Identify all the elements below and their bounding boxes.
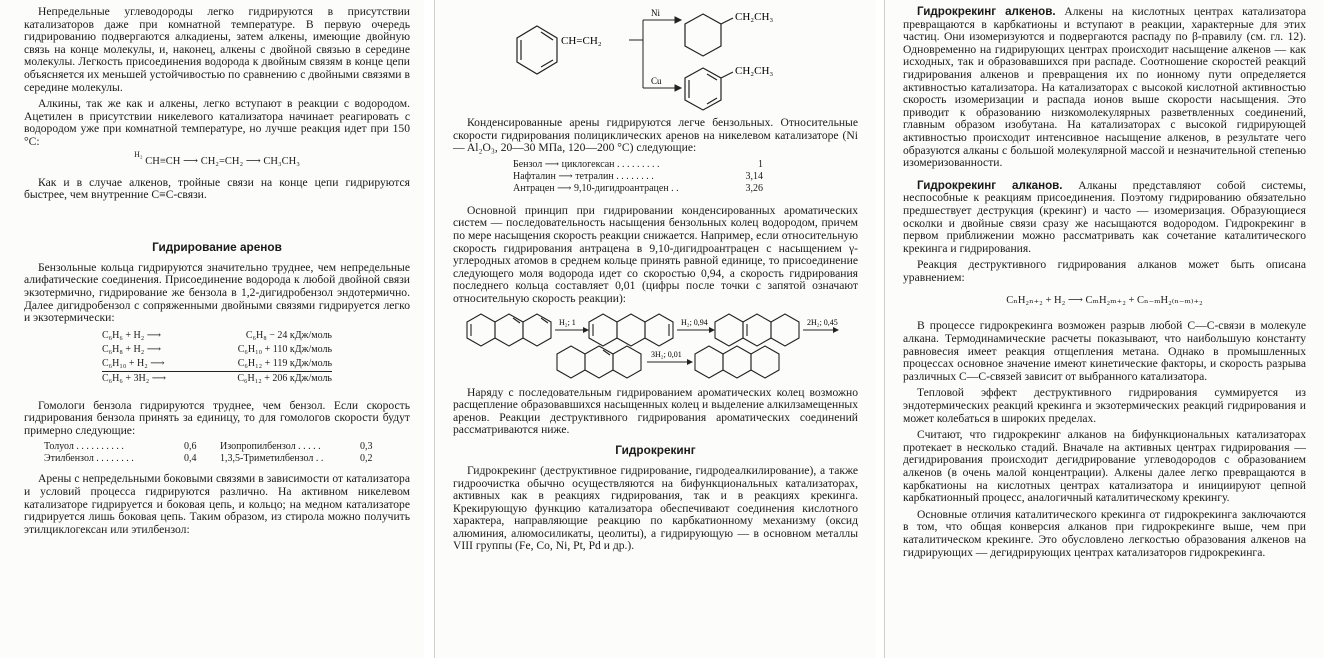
styrene-hydrogenation-scheme — [453, 4, 859, 112]
section-heading: Гидрокрекинг — [615, 442, 696, 457]
run-in-heading: Гидрокрекинг алкенов. — [917, 5, 1056, 18]
perhydroanthracene-structure — [695, 346, 779, 378]
paragraph: Конденсированные арены гидрируются легче бензольных. Относительные скорости гидрирования полициклических аренов на никелевом катализаторе (Ni — Al₂O₃, 20—30 МПа, 120—200 °С) следующие: — [453, 116, 858, 155]
paragraph: Тепловой эффект деструктивного гидрирования суммируется из эндотермических реакций крекинга и экзотермических реакций гидрирования и может колебаться в широких пределах. — [903, 386, 1306, 425]
paragraph: Основной принцип при гидрировании конденсированных ароматических систем — последовательность насыщения бензольных колец водородом, причем по мере насыщения скорость реакции снижается. Например, если относительную скорость гидрирования антрацена в 9,10-дигидроантрацен с насыщением γ-углеродных атомов в среднем кольце принять равной единице, то присоединение следующего моля водорода идет со скоростью 0,94, а скорость гидрирования последнего кольца составляет 0,01 (цифры после точки с запятой означают относительную скорость реакции): — [453, 203, 858, 305]
paragraph: В процессе гидрокрекинга возможен разрыв любой C—C-связи в молекуле алкана. Термодинамические расчеты показывают, что наибольшую константу равновесия имеет реакция отщепления метана. Однако в промышленных процессах основное значение имеют кинетические факторы, и скорость разрыва различных C—C-связей зависит от выбранного катализатора. — [903, 319, 1306, 383]
thermochemistry-table — [102, 329, 332, 386]
paragraph: Гомологи бензола гидрируются труднее, чем бензол. Если скорость гидрирования бензола принять за единицу, то для гомологов скорости будут примерно следующие: — [24, 398, 410, 437]
vinyl-group-label: CH=CH₂ — [561, 35, 602, 47]
copper-catalyst-label: Cu — [651, 76, 662, 86]
benzene-ring-ethylbenzene — [685, 68, 733, 110]
thermo-row-total: C₆H₆ + 3H₂ ⟶ C₆H₁₂ + 206 кДж/моль — [102, 372, 332, 384]
paragraph: Реакция деструктивного гидрирования алканов может быть описана уравнением: — [903, 258, 1306, 284]
reagent-label: H₂ — [134, 149, 143, 159]
acetylene-equation — [24, 149, 410, 167]
paragraph: Гидрокрекинг алканов. Алканы представляют собой системы, неспособные к реакциям присоединения. Поэтому гидрированию обязательно предшествует деструкция (крекинг) и часто — изомеризация. Образующиеся осколки и двойные связи сразу же насыщаются водородом. Гидрокрекинг в первом приближении можно рассматривать как сочетание каталитического крекинга и гидрирования. — [903, 178, 1306, 255]
relative-rates-list: Толуол . . . . . . . . . . 0,6 Изопропилбензол . . . . . 0,3 Этилбензол . . . . . . . . 0,4 1,3,5-Триметилбензол . . 0,2 — [44, 441, 373, 465]
tetrahydroanthracene-structure — [715, 314, 799, 346]
ethyl-group-label: CH₂CH₃ — [735, 65, 774, 77]
run-in-heading: Гидрокрекинг алканов. — [917, 178, 1063, 192]
paragraph: Наряду с последовательным гидрированием ароматических колец возможно расщепление образовавшихся насыщенных колец и выделение алкилзамещенных аренов. Реакции деструктивного гидрирования ароматических соединений рассматриваются ниже. — [453, 385, 858, 437]
paragraph: Арены с непредельными боковыми связями в зависимости от катализатора и условий процесса гидрируются различно. На активном никелевом катализаторе гидрируется и боковая цепь, и кольцо; на медном катализаторе гидрируется лишь боковая цепь. Таким образом, из стирола можно получить этилциклогексан или этилбензол: — [24, 472, 410, 536]
paragraph: Считают, что гидрокрекинг алканов на бифункциональных катализаторах протекает в несколько стадий. Вначале на активных центрах гидрирования — дегидрирования происходит дегидрирование углеводородов с образованием алкенов (в очень малой концентрации). Алкены далее легко превращаются в карбкатионы на кислотных центрах катализатора и инициируют цепной карбкатионный процесс, аналогичный каталитическому крекингу. — [903, 428, 1306, 505]
paragraph: Бензольные кольца гидрируются значительно труднее, чем непредельные алифатические соединения. Присоединение водорода к любой двойной связи экзотермично, гидрирование же бензола в 1,2-дигидробензол эндотермично. Далее дигидробензол с сопряженными двойными связями гидрируется легко и экзотермически: — [24, 260, 410, 325]
relative-rates-table: Бензол ⟶ циклогексан . . . . . . . . . 1 Нафталин ⟶ тетралин . . . . . . . . 3,14 Антрацен ⟶ 9,10-дигидроантрацен . . 3,26 — [513, 158, 763, 194]
thermo-row: C₆H₈ + H₂ ⟶ C₆H₁₀ + 110 кДж/моль — [102, 343, 332, 355]
page-left — [0, 0, 424, 658]
step-label: 2H₂; 0,45 — [807, 317, 838, 327]
nickel-catalyst-label: Ni — [651, 8, 660, 18]
section-heading: Гидрирование аренов — [152, 239, 282, 254]
paragraph: Гидрокрекинг (деструктивное гидрирование, гидродеалкилирование), а также гидроочистка обычно осуществляются на бифункциональных катализаторах, активных как в реакциях гидрирования, так и в реакциях крекинга. Крекирующую функцию катализатора обеспечивают соединения кислотного характера, направляющие реакцию по карбкатионному механизму (оксид алюминия, алюмосиликаты, цеолиты), а гидрирующую — в основном металлы VIII группы (Fe, Co, Ni, Pt, Pd и др.). — [453, 463, 858, 553]
hydrocracking-equation: CₙH₂ₙ₊₂ + H₂ ⟶ CₘH₂ₘ₊₂ + Cₙ₋ₘH₂₍ₙ₋ₘ₎₊₂ — [1006, 295, 1203, 307]
benzene-ring-styrene — [517, 26, 557, 74]
step-label: 3H₂; 0,01 — [651, 349, 682, 359]
paragraph: Основные отличия каталитического крекинга от гидрокрекинга заключаются в том, что общая конверсия алканов при гидрокрекинге выше, чем при каталитическом крекинге. Это обусловлено легкостью образования алкенов на гидрирующих — дегидрирующих центрах катализаторов гидрокрекинга. — [903, 507, 1306, 559]
dihydroanthracene-structure — [589, 314, 673, 346]
paragraph: Алкины, так же как и алкены, легко вступают в реакции с водородом. Ацетилен в присутствии никелевого катализатора начинает реагировать с водородом уже при комнатной температуре, но лучше реакция идет при 150 °С: — [24, 97, 410, 148]
paragraph: Гидрокрекинг алкенов. Алкены на кислотных центрах катализатора превращаются в карбкатионы и вступают в реакции, характерные для этих частиц. Они изомеризуются и подвергаются распаду по β-правилу (см. гл. 12). Одновременно на гидрирующих центрах происходит насыщение алкенов — как исходных, так и образовавшихся при распаде. Соотношение скоростей реакций гидрирования алкенов и превращения их по ионному пути определяется активностью катализатора. На катализаторах с высокой кислотной активностью скорость изомеризации и распада ионов выше скорости насыщения. Это приводит к образованию низкомолекулярных разветвленных соединений, главным образом изобутана. На катализаторах с высокой гидрирующей активностью происходит интенсивное насыщение алкенов, в результате чего образуются алканы с большой молекулярной массой и незначительной степенью изомеризованности. — [903, 5, 1306, 170]
anthracene-hydrogenation-scheme — [453, 310, 859, 382]
anthracene-structure — [467, 314, 551, 346]
step-label: H₂; 1 — [559, 317, 576, 327]
cyclohexane-ring — [685, 14, 733, 56]
octahydroanthracene-structure — [557, 346, 641, 378]
paragraph: Как и в случае алкенов, тройные связи на конце цепи гидрируются быстрее, чем внутренние C≡C-связи. — [24, 175, 410, 202]
thermo-row: C₆H₆ + H₂ ⟶ C₆H₈ − 24 кДж/моль — [102, 329, 332, 341]
ethyl-group-label: CH₂CH₃ — [735, 11, 774, 23]
thermo-row: C₆H₁₀ + H₂ ⟶ C₆H₁₂ + 119 кДж/моль — [102, 357, 332, 369]
page-middle — [434, 0, 876, 658]
paragraph: Непредельные углеводороды легко гидрируются в присутствии катализаторов даже при комнатной температуре. В первую очередь гидрированию подвергаются алкадиены, затем алкены, имеющие двойную связь на конце молекулы, и, наконец, алкены с двойной связью в середине молекулы. Легкость присоединения водорода к двойным связям в конце цепи объясняется их меньшей устойчивостью по сравнению с двойными связями в середине молекулы. — [24, 5, 410, 94]
equation-text: CH≡CH ⟶ CH₂=CH₂ ⟶ CH₃CH₃ — [145, 155, 300, 167]
page-right — [884, 0, 1324, 658]
step-label: H₂; 0,94 — [681, 317, 708, 327]
